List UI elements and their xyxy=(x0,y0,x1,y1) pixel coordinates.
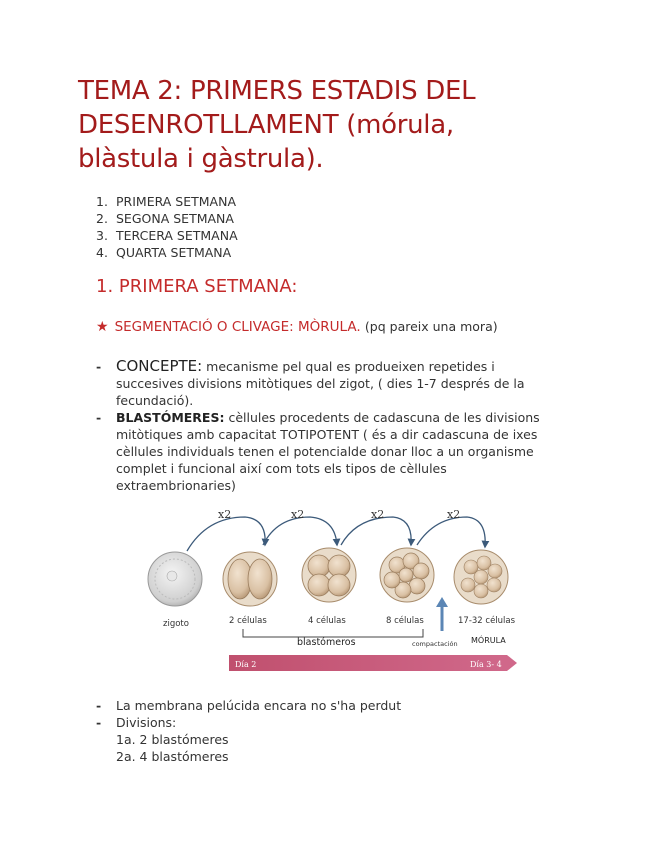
division-arrow xyxy=(417,517,485,547)
cell-label-8: 8 células xyxy=(386,616,424,626)
day-bar-arrowhead xyxy=(507,655,517,671)
cell-label-zigoto: zigoto xyxy=(163,619,189,629)
list-item xyxy=(96,714,566,731)
segmentacio-label: SEGMENTACIÓ O CLIVAGE: MÒRULA. xyxy=(114,319,361,335)
section-heading: 1. PRIMERA SETMANA: xyxy=(96,276,298,297)
division-arrow xyxy=(187,517,265,551)
division-arrow xyxy=(263,517,337,545)
blastomeres-paragraph xyxy=(116,409,566,494)
morula-label: MÓRULA xyxy=(471,636,506,645)
four-cell-image xyxy=(302,548,356,602)
day-bar xyxy=(229,655,507,671)
concepte-text: mecanisme pel qual es produeixen repetides i succesives divisions mitòtiques del zigot, ( dies 1-7 després de la fecundació). xyxy=(116,359,525,408)
concepte-paragraph xyxy=(116,358,566,409)
blastomeres-term: BLASTÓMERES: xyxy=(116,410,225,425)
cell-label-2: 2 células xyxy=(229,616,267,626)
dash-bullet: - xyxy=(96,410,102,425)
definitions-list xyxy=(96,358,566,494)
dash-bullet: - xyxy=(96,698,102,713)
toc-number: 2. xyxy=(96,211,108,226)
day-start-label: Día 2 xyxy=(235,660,257,669)
segmentacio-note: (pq pareix una mora) xyxy=(364,319,498,334)
blastomeros-bracket xyxy=(243,629,423,637)
toc-number: 4. xyxy=(96,245,108,260)
divisions-label: Divisions: xyxy=(116,715,177,730)
zygote-image xyxy=(148,552,202,606)
toc-number: 1. xyxy=(96,194,108,209)
multiplier-label: x2 xyxy=(291,508,305,521)
multiplier-label: x2 xyxy=(447,508,461,521)
toc-label: PRIMERA SETMANA xyxy=(116,194,237,209)
list-item xyxy=(96,409,566,494)
cell-label-4: 4 células xyxy=(308,616,346,626)
compaction-label: compactación xyxy=(412,640,458,648)
dash-bullet: - xyxy=(96,715,102,730)
dash-bullet: - xyxy=(96,359,102,374)
toc-number: 3. xyxy=(96,228,108,243)
blastomeros-label: blastómeros xyxy=(297,637,356,648)
morula-image xyxy=(454,550,508,604)
two-cell-image xyxy=(223,552,277,606)
division-1: 1a. 2 blastómeres xyxy=(116,732,229,747)
segmentacio-heading xyxy=(96,319,498,335)
toc-item xyxy=(96,244,238,261)
list-item xyxy=(96,358,566,409)
cleavage-figure xyxy=(145,503,525,679)
compaction-arrowhead xyxy=(436,597,448,607)
page-title: TEMA 2: PRIMERS ESTADIS DEL DESENROTLLAMENT (mórula, blàstula i gàstrula). xyxy=(78,76,476,174)
toc-label: SEGONA SETMANA xyxy=(116,211,234,226)
table-of-contents xyxy=(96,193,238,261)
division-2: 2a. 4 blastómeres xyxy=(116,749,229,764)
toc-item xyxy=(96,227,238,244)
toc-item xyxy=(96,193,238,210)
concepte-term: CONCEPTE: xyxy=(116,357,203,375)
multiplier-label: x2 xyxy=(371,508,385,521)
star-icon: ★ xyxy=(96,319,109,335)
division-arrow xyxy=(341,517,411,545)
toc-item xyxy=(96,210,238,227)
list-item xyxy=(96,697,566,714)
eight-cell-image xyxy=(380,548,434,602)
blastomeres-text: cèllules procedents de cadascuna de les divisions mitòtiques amb capacitat TOTIPOTENT ( és a dir cadascuna de ixes cèllules individuals tenen el potencialde donar lloc a un organisme complet i funcional així com tots els tipos de cèllules extraembrionaries) xyxy=(116,410,540,493)
multiplier-label: x2 xyxy=(218,508,232,521)
day-end-label: Día 3- 4 xyxy=(470,660,502,669)
membrane-note: La membrana pelúcida encara no s'ha perdut xyxy=(116,698,402,713)
toc-label: QUARTA SETMANA xyxy=(116,245,232,260)
notes-list xyxy=(96,697,566,765)
toc-label: TERCERA SETMANA xyxy=(116,228,238,243)
cell-label-morula: 17-32 células xyxy=(458,616,516,626)
